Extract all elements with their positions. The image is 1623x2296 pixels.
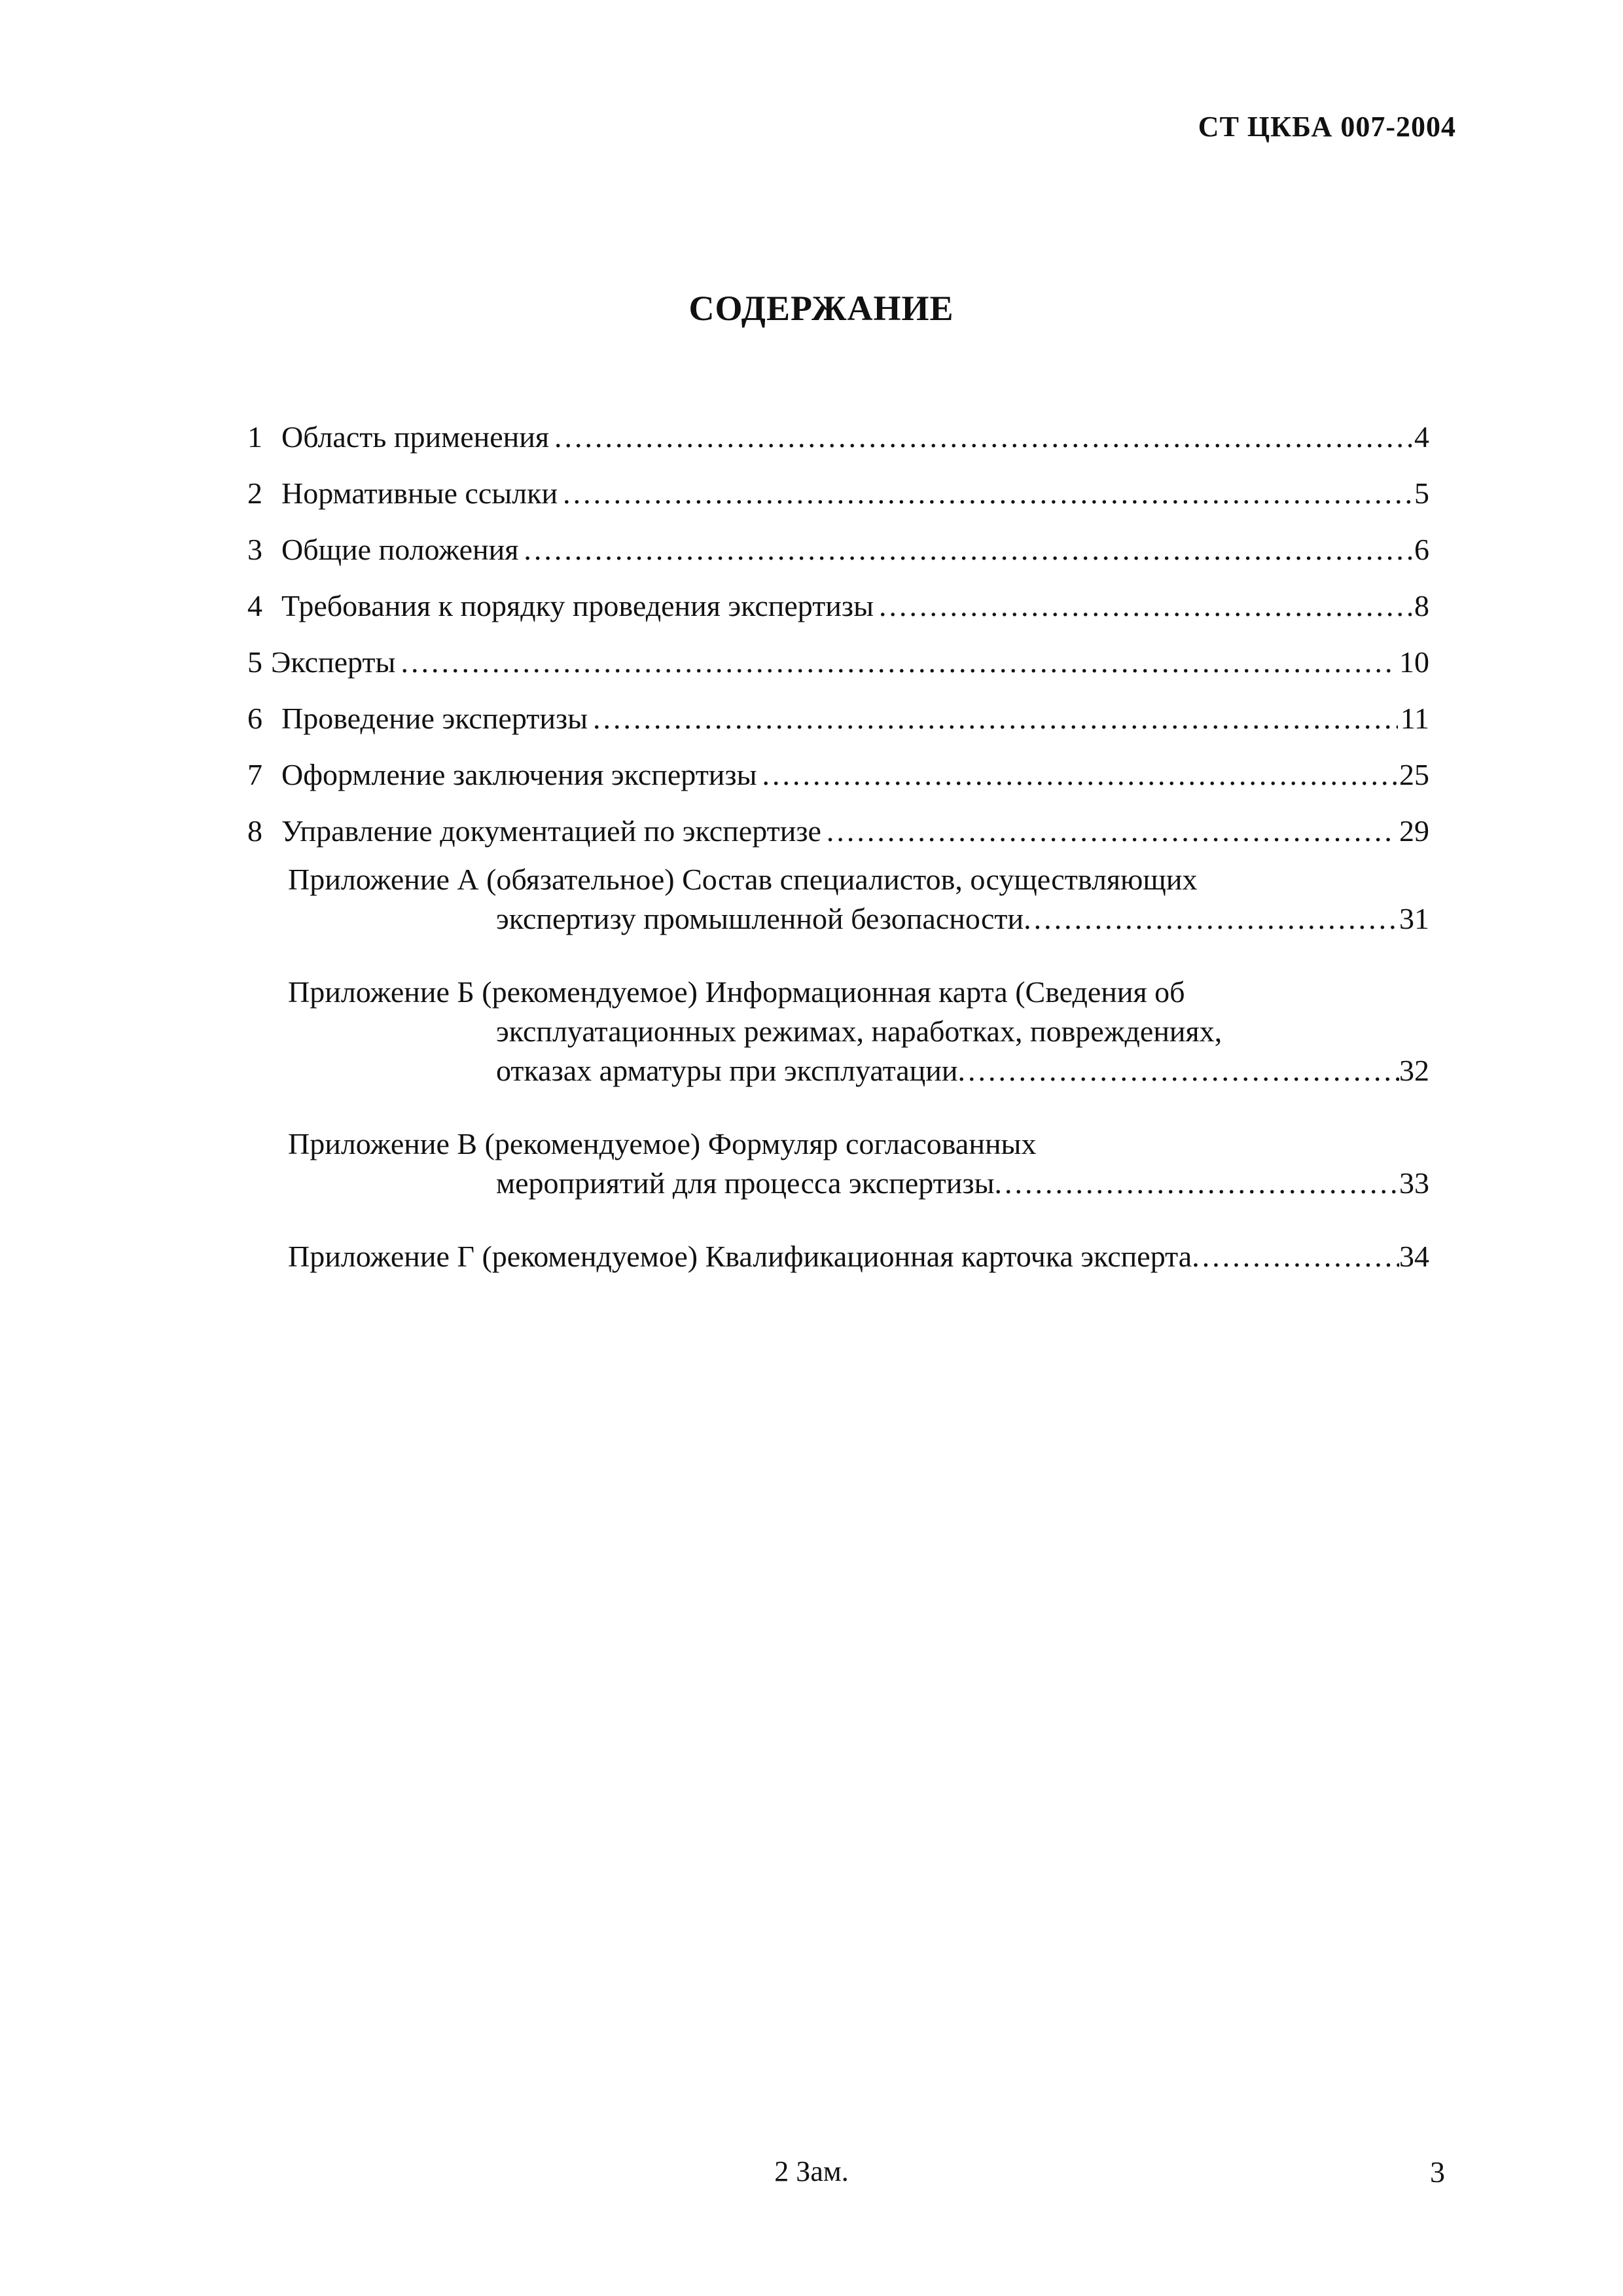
toc-entry-number: 6: [247, 702, 262, 735]
appendix-last-line: [496, 1051, 1429, 1090]
page-number: 3: [1430, 2155, 1445, 2189]
appendix-last-line: [288, 1237, 1429, 1276]
appendix-label: Приложение Г (рекомендуемое) Квалификационная карточка эксперта: [288, 1240, 1192, 1273]
toc-entry-label: Нормативные ссылки: [281, 476, 558, 510]
toc-entry-page: 29: [1399, 814, 1429, 848]
toc-entry-number: 4: [247, 589, 262, 622]
leader-dots: [958, 1051, 1399, 1090]
leader-dots: [827, 812, 1397, 851]
appendix-title-line: Приложение А (обязательное) Состав специалистов, осуществляющих: [288, 863, 1198, 896]
toc-entry-number: 8: [247, 814, 262, 848]
toc-entry-7[interactable]: [247, 755, 1429, 812]
toc-entry-label: Эксперты: [271, 645, 396, 679]
leader-dots: [563, 474, 1412, 513]
toc-entry-1[interactable]: [247, 418, 1429, 474]
leader-dots: [401, 643, 1397, 682]
appendix-page: 32: [1399, 1054, 1429, 1087]
toc-entry-page: 4: [1414, 420, 1429, 454]
toc-appendix-a[interactable]: [288, 860, 1429, 939]
appendix-last-line: [496, 899, 1429, 939]
toc-entry-label: Оформление заключения экспертизы: [281, 758, 757, 791]
leader-dots: [524, 530, 1412, 569]
appendix-title-line: Приложение В (рекомендуемое) Формуляр согласованных: [288, 1127, 1037, 1160]
leader-dots: [1024, 899, 1399, 939]
toc-entry-number: 5: [247, 645, 262, 679]
change-note: 2 Зам.: [774, 2155, 849, 2187]
toc-entry-3[interactable]: [247, 530, 1429, 586]
toc-entry-2[interactable]: [247, 474, 1429, 530]
toc-entry-label: Требования к порядку проведения экспертизы: [281, 589, 874, 622]
toc-entry-number: 7: [247, 758, 262, 791]
toc-entry-label: Общие положения: [281, 533, 519, 566]
toc-entry-number: 2: [247, 476, 262, 510]
toc-entry-page: 8: [1414, 589, 1429, 622]
toc-entry-page: 25: [1399, 758, 1429, 791]
leader-dots: [762, 755, 1397, 795]
appendix-label: мероприятий для процесса экспертизы: [496, 1166, 995, 1200]
toc-entry-page: 10: [1399, 645, 1429, 679]
leader-dots: [879, 586, 1412, 626]
toc-entry-label: Область применения: [281, 420, 550, 454]
toc-entry-4[interactable]: [247, 586, 1429, 643]
toc-appendix-g[interactable]: [288, 1237, 1429, 1276]
appendix-page: 34: [1399, 1240, 1429, 1273]
toc-entry-page: 5: [1414, 476, 1429, 510]
toc-appendix-v[interactable]: [288, 1124, 1429, 1203]
leader-dots: [1192, 1237, 1399, 1276]
appendix-page: 31: [1399, 902, 1429, 935]
toc-entry-label: Управление документацией по экспертизе: [281, 814, 821, 848]
appendix-continuation-line: эксплуатационных режимах, наработках, повреждениях,: [496, 1014, 1222, 1048]
document-code: СТ ЦКБА 007-2004: [1198, 111, 1456, 143]
toc-entry-number: 1: [247, 420, 262, 454]
table-of-contents: [247, 418, 1429, 1310]
appendix-label: экспертизу промышленной безопасности: [496, 902, 1024, 935]
leader-dots: [994, 1164, 1399, 1203]
toc-entry-page: 6: [1414, 533, 1429, 566]
toc-entry-label: Проведение экспертизы: [281, 702, 588, 735]
appendix-title-line: Приложение Б (рекомендуемое) Информационная карта (Сведения об: [288, 975, 1185, 1009]
appendix-page: 33: [1399, 1166, 1429, 1200]
appendix-last-line: [496, 1164, 1429, 1203]
appendix-label: отказах арматуры при эксплуатации: [496, 1054, 958, 1087]
toc-entry-6[interactable]: [247, 699, 1429, 755]
leader-dots: [554, 418, 1412, 457]
toc-entry-page: 11: [1400, 702, 1429, 735]
toc-title: СОДЕРЖАНИЕ: [688, 289, 954, 328]
leader-dots: [593, 699, 1398, 738]
toc-entry-5[interactable]: [247, 643, 1429, 699]
toc-entry-number: 3: [247, 533, 262, 566]
toc-appendix-b[interactable]: [288, 973, 1429, 1090]
